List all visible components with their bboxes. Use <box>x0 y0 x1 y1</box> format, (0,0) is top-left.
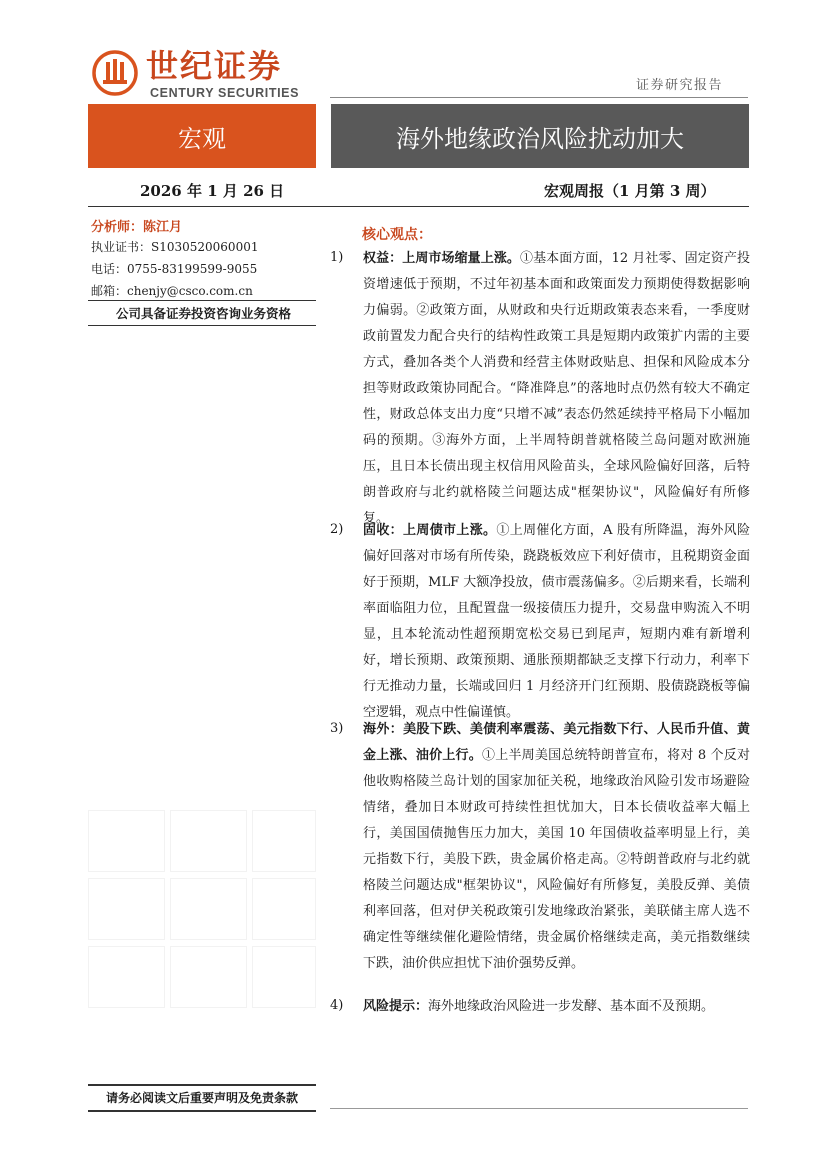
point-heading: 权益：上周市场缩量上涨。 <box>363 251 520 266</box>
report-label: 证券研究报告 <box>636 78 724 93</box>
point-text: ①上周催化方面，A 股有所降温，海外风险偏好回落对市场有所传染，跷跷板效应下利好债市，且税期资金面好于预期，MLF 大额净投放，债市震荡偏多。②后期来看，长端利率面临阻力位，且配置盘一级接债压力提升，交易盘申购流入不明显，且本轮流动性超预期宽松交易已到尾声，短期内难有新增利好，增长预期、政策预期、通胀预期都缺乏支撑下行动力，利率下行无推动力量，长端或回归 1 月经济开门红预期、股债跷跷板等偏空逻辑，观点中性偏谨慎。 <box>363 523 750 720</box>
faint-grid-decoration <box>88 810 316 1050</box>
analyst-name: 分析师：陈江月 <box>91 220 183 235</box>
report-date: 2026 年 1 月 26 日 <box>140 182 285 200</box>
report-type: 宏观周报（1 月第 3 周） <box>544 182 716 200</box>
report-title: 海外地缘政治风险扰动加大 <box>331 104 749 168</box>
left-divider-top <box>88 300 316 301</box>
point-number: 4) <box>330 998 344 1013</box>
point-text: 海外地缘政治风险进一步发酵、基本面不及预期。 <box>428 999 715 1014</box>
bottom-divider <box>330 1108 748 1109</box>
point-text: ①上半周美国总统特朗普宣布，将对 8 个反对他收购格陵兰岛计划的国家加征关税，地缘政治风险引发市场避险情绪，叠加日本财政可持续性担忧加大，日本长债收益率大幅上行，美国国债抛售压力加大，美国 10 年国债收益率明显上行，美元指数下行，美股下跌，贵金属价格走高。②特朗普政府与北约就格陵兰问题达成"框架协议"，风险偏好有所修复，美股反弹、美债利率回落，但对伊关税政策引发地缘政治紧张，美联储主席人选不确定性等继续催化避险情绪，贵金属价格继续走高，美元指数继续下跌，油价供应担忧下油价强势反弹。 <box>363 748 750 971</box>
core-point-2 <box>330 518 750 726</box>
qualification-statement: 公司具备证券投资咨询业务资格 <box>115 306 291 321</box>
category-banner: 宏观 <box>88 104 316 168</box>
company-logo-icon <box>92 50 138 96</box>
top-divider <box>88 206 749 207</box>
header-divider <box>330 97 748 98</box>
disclaimer-notice: 请务必阅读文后重要声明及免责条款 <box>88 1084 316 1112</box>
point-heading: 海外：美股下跌、美债利率震荡、美元指数下行、人民币升值、黄金上涨、油价上行。 <box>363 722 750 763</box>
analyst-phone: 电话：0755-83199599-9055 <box>91 262 258 276</box>
point-text: ①基本面方面，12 月社零、固定资产投资增速低于预期，不过年初基本面和政策面发力预期使得数据影响力偏弱。②政策方面，从财政和央行近期政策表态来看，一季度财政前置发力配合央行的结构性政策工具是短期内政策扩内需的主要方式，叠加各类个人消费和经营主体财政贴息、担保和风险成本分担等财政政策协同配合。“降准降息”的落地时点仍然有较大不确定性，财政总体支出力度“只增不减”表态仍然延续持平格局下小幅加码的预期。③海外方面，上半周特朗普就格陵兰岛问题对欧洲施压，且日本长债出现主权信用风险苗头，全球风险偏好回落，后特朗普政府与北约就格陵兰问题达成"框架协议"，风险偏好有所修复。 <box>363 251 750 526</box>
point-number: 3) <box>330 721 344 736</box>
core-views-title: 核心观点： <box>362 227 432 243</box>
core-point-4 <box>330 994 750 1020</box>
logo-english-name: CENTURY SECURITIES <box>150 86 300 100</box>
analyst-cert: 执业证书：S1030520060001 <box>91 240 259 254</box>
point-number: 2) <box>330 522 344 537</box>
core-point-1 <box>330 246 750 532</box>
left-divider-bottom <box>88 325 316 326</box>
analyst-email: 邮箱：chenjy@csco.com.cn <box>91 284 253 298</box>
point-number: 1) <box>330 250 344 265</box>
core-point-3 <box>330 717 750 977</box>
point-heading: 风险提示： <box>363 999 429 1014</box>
point-heading: 固收：上周债市上涨。 <box>363 523 497 538</box>
logo-chinese-name: 世纪证券 <box>146 47 283 85</box>
